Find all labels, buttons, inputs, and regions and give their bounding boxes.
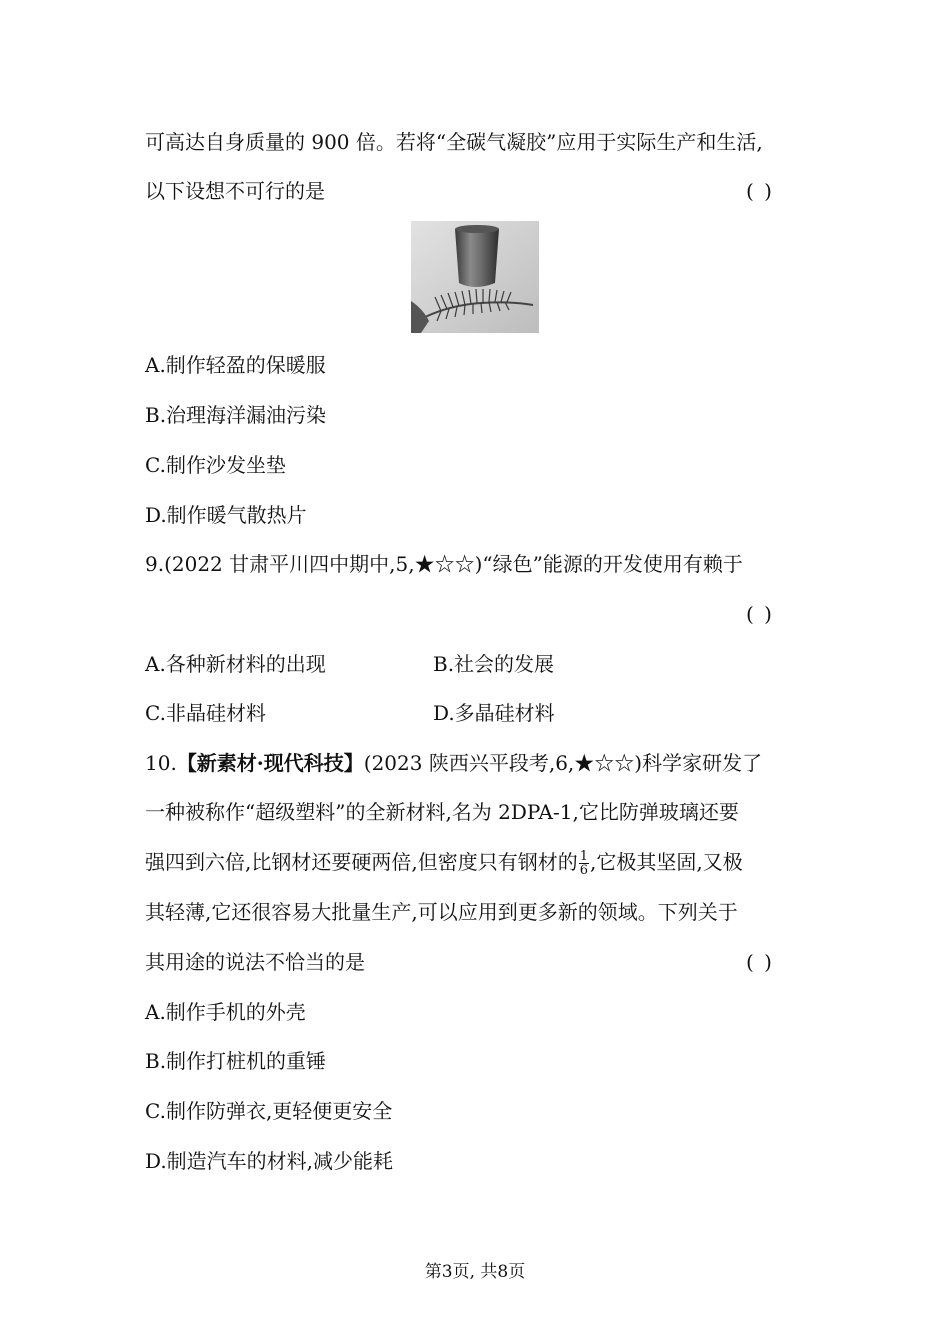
q9-option-c: C.非晶硅材料 xyxy=(145,701,266,725)
answer-paren-q10: ( ) xyxy=(746,950,774,974)
q8-option-b: B.治理海洋漏油污染 xyxy=(145,403,327,427)
q10-option-d: D.制造汽车的材料,减少能耗 xyxy=(145,1149,394,1173)
q10-source: (2023 陕西兴平段考,6,★☆☆)科学家研发了 xyxy=(363,751,763,775)
q10-line-5: 其用途的说法不恰当的是 xyxy=(145,950,365,974)
q10-option-b: B.制作打桩机的重锤 xyxy=(145,1049,327,1073)
q9-option-d: D.多晶硅材料 xyxy=(433,701,555,725)
q10-line-3-post: ,它极其坚固,又极 xyxy=(590,850,743,874)
q10-line-4: 其轻薄,它还很容易大批量生产,可以应用到更多新的领域。下列关于 xyxy=(145,900,738,924)
q10-tag: 【新素材·现代科技】 xyxy=(176,751,364,775)
q10-option-c: C.制作防弹衣,更轻便更安全 xyxy=(145,1099,393,1123)
q10-line-1 xyxy=(145,751,762,775)
answer-paren-q9: ( ) xyxy=(746,602,774,626)
q9-option-b: B.社会的发展 xyxy=(433,652,555,676)
q9-stem: 9.(2022 甘肃平川四中期中,5,★☆☆)“绿色”能源的开发使用有赖于 xyxy=(145,552,743,576)
q9-option-a: A.各种新材料的出现 xyxy=(145,652,326,676)
q10-option-a: A.制作手机的外壳 xyxy=(145,1000,306,1024)
answer-paren-q8: ( ) xyxy=(746,179,774,203)
page-footer: 第3页, 共8页 xyxy=(424,1262,526,1282)
aerogel-photo xyxy=(411,221,539,333)
q8-option-d: D.制作暖气散热片 xyxy=(145,503,307,527)
fraction-denominator: 6 xyxy=(579,863,588,878)
fraction-one-sixth xyxy=(579,850,589,877)
intro-line-2: 以下设想不可行的是 xyxy=(145,179,325,203)
q8-option-a: A.制作轻盈的保暖服 xyxy=(145,353,326,377)
q10-line-3-pre: 强四到六倍,比钢材还要硬两倍,但密度只有钢材的 xyxy=(145,850,578,874)
fraction-numerator: 1 xyxy=(579,849,588,864)
q8-option-c: C.制作沙发坐垫 xyxy=(145,453,286,477)
q10-number: 10. xyxy=(145,751,177,775)
intro-line-1: 可高达自身质量的 900 倍。若将“全碳气凝胶”应用于实际生产和生活, xyxy=(145,130,763,154)
q10-line-2: 一种被称作“超级塑料”的全新材料,名为 2DPA-1,它比防弹玻璃还要 xyxy=(145,800,739,824)
q10-line-3 xyxy=(145,850,743,877)
